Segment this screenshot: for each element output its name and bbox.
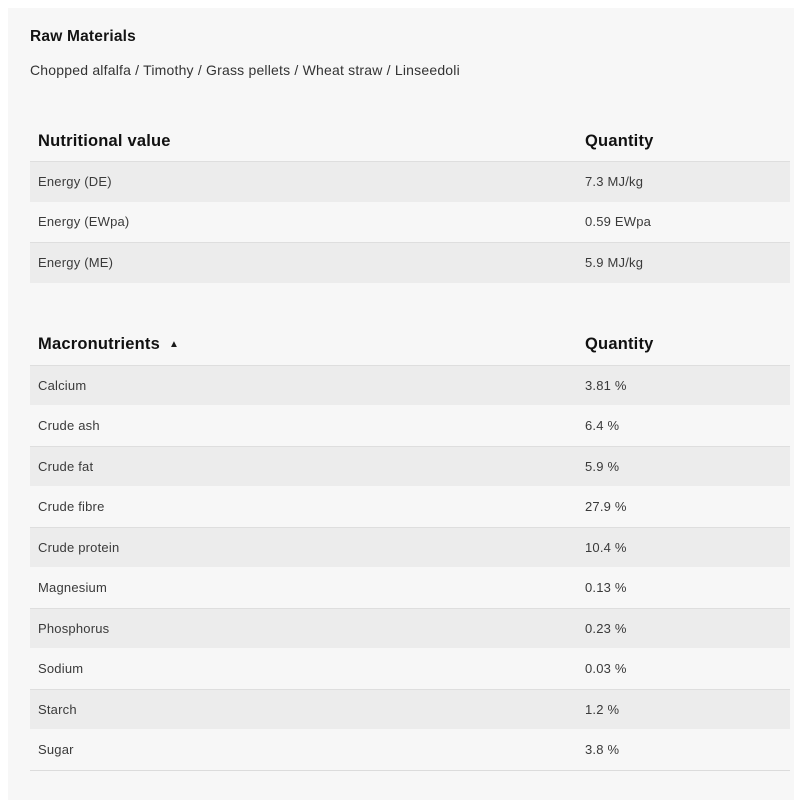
- row-label: Crude fibre: [38, 498, 105, 514]
- table-row: [30, 446, 790, 487]
- row-label: Sugar: [38, 741, 74, 757]
- row-label: Magnesium: [38, 579, 107, 595]
- page-title: Raw Materials: [30, 28, 136, 45]
- row-label: Energy (EWpa): [38, 214, 130, 230]
- table-row: [30, 365, 790, 406]
- row-value: 3.81 %: [585, 377, 627, 393]
- content-area: [8, 27, 794, 771]
- table-body: [30, 161, 790, 283]
- table-body: [30, 365, 790, 771]
- row-value: 0.13 %: [585, 579, 627, 595]
- table-row: [30, 161, 790, 202]
- table-row: [30, 242, 790, 283]
- row-label: Calcium: [38, 377, 87, 393]
- ingredients-list: Chopped alfalfa / Timothy / Grass pellets / Wheat straw / Linseedoli: [30, 62, 460, 78]
- column-header-label: Quantity: [585, 335, 654, 353]
- row-label: Energy (ME): [38, 255, 114, 271]
- row-label: Energy (DE): [38, 174, 112, 190]
- content-panel: [8, 8, 794, 800]
- row-value: 6.4 %: [585, 417, 620, 433]
- row-value: 0.03 %: [585, 660, 627, 676]
- column-header-quantity[interactable]: [585, 132, 790, 151]
- row-value: 5.9 %: [585, 458, 620, 474]
- table-row: [30, 689, 790, 730]
- row-value: 1.2 %: [585, 701, 620, 717]
- row-value: 0.59 EWpa: [585, 214, 652, 230]
- macronutrients-table: [30, 325, 790, 771]
- row-value: 5.9 MJ/kg: [585, 255, 644, 271]
- column-header-quantity[interactable]: [585, 335, 790, 354]
- column-header-label: Macronutrients: [38, 335, 160, 353]
- sort-ascending-icon: ▲: [168, 338, 180, 350]
- row-label: Crude fat: [38, 458, 94, 474]
- row-label: Crude ash: [38, 417, 100, 433]
- row-label: Sodium: [38, 660, 84, 676]
- row-value: 27.9 %: [585, 498, 627, 514]
- table-row: [30, 648, 790, 689]
- nutritional-value-table: [30, 121, 790, 283]
- table-row: [30, 567, 790, 608]
- row-value: 3.8 %: [585, 741, 620, 757]
- row-label: Crude protein: [38, 539, 120, 555]
- table-row: [30, 729, 790, 770]
- row-value: 7.3 MJ/kg: [585, 174, 644, 190]
- column-header-macronutrients[interactable]: [30, 335, 585, 354]
- table-row: [30, 608, 790, 649]
- table-row: [30, 527, 790, 568]
- table-header-row: [30, 325, 790, 365]
- column-header-label: Nutritional value: [38, 131, 171, 150]
- table-row: [30, 405, 790, 446]
- row-value: 0.23 %: [585, 620, 627, 636]
- table-header-row: [30, 121, 790, 161]
- row-value: 10.4 %: [585, 539, 627, 555]
- row-label: Starch: [38, 701, 77, 717]
- table-row: [30, 486, 790, 527]
- row-label: Phosphorus: [38, 620, 110, 636]
- column-header-label: Quantity: [585, 131, 654, 150]
- table-row: [30, 202, 790, 243]
- column-header-nutritional-value[interactable]: [30, 132, 585, 151]
